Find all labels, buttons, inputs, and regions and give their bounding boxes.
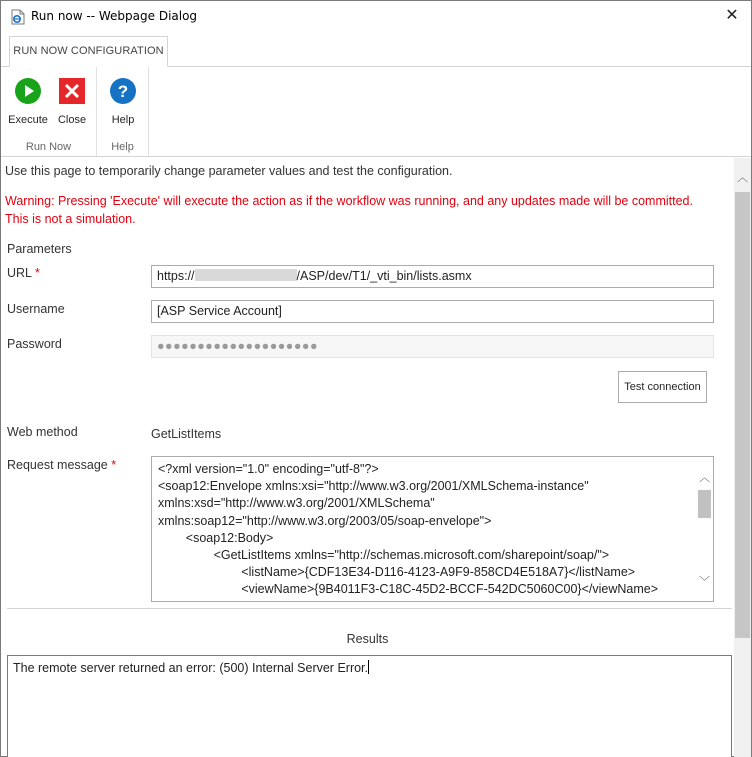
warning-line-1: Warning: Pressing 'Execute' will execute the action as if the workflow was running, and any updates made will be committed.: [5, 194, 693, 208]
request-message-text: <?xml version="1.0" encoding="utf-8"?> <soap12:Envelope xmlns:xsi="http://www.w3.org/2001/XMLSchema-instance" xmlns:xsd="http://www.w3.org/2001/XMLSchema" xmlns:soap12="http://www.w3.org/2003/05/soap-envelope"> <soap12:Body> <GetListItems xmlns="http://schemas.microsoft.com/sharepoint/soap/"> <listName>{CDF13E34-D116-4123-A9F9-858CD4E518A7}</listName> <viewName>{9B4011F3-C18C-45D2-BCCF-542DC5060C00}</viewName>: [158, 462, 658, 597]
chevron-up-icon[interactable]: ︿: [699, 472, 710, 484]
divider: [7, 608, 732, 609]
request-message-label: [7, 458, 116, 472]
results-text: The remote server returned an error: (500) Internal Server Error.: [13, 661, 369, 675]
results-output[interactable]: [7, 655, 732, 757]
play-icon: [14, 77, 42, 105]
svg-text:?: ?: [117, 82, 129, 101]
password-input[interactable]: ●●●●●●●●●●●●●●●●●●●●: [151, 335, 714, 358]
title-bar: [1, 1, 751, 32]
ribbon-group-label-help: Help: [111, 141, 134, 153]
test-connection-button[interactable]: Test connection: [618, 371, 707, 403]
username-input[interactable]: [ASP Service Account]: [151, 300, 714, 323]
required-marker: *: [111, 458, 117, 472]
url-input[interactable]: [151, 265, 714, 288]
url-label-text: URL: [7, 266, 32, 280]
execute-button[interactable]: [8, 77, 48, 126]
execute-label: Execute: [8, 114, 48, 126]
page-scrollbar[interactable]: [734, 158, 751, 757]
help-icon: [109, 77, 137, 105]
window-title: Run now -- Webpage Dialog: [31, 9, 198, 23]
results-heading: Results: [346, 632, 389, 646]
warning-text: [5, 192, 730, 228]
request-message-scrollbar[interactable]: [696, 457, 713, 601]
help-button[interactable]: [103, 77, 143, 126]
dialog-content: [1, 158, 734, 757]
url-label: [7, 266, 40, 280]
text-caret: [368, 660, 369, 674]
redacted-host: [195, 269, 297, 281]
intro-text: Use this page to temporarily change parameter values and test the configuration.: [5, 164, 453, 178]
url-value-prefix: https://: [157, 269, 195, 283]
close-label: Close: [57, 114, 87, 126]
ribbon: [1, 67, 751, 157]
window-close-button[interactable]: ✕: [725, 7, 739, 24]
tab-run-now-configuration[interactable]: RUN NOW CONFIGURATION: [9, 36, 168, 67]
parameters-heading: Parameters: [7, 242, 72, 256]
scroll-thumb[interactable]: [698, 490, 711, 518]
warning-line-2: This is not a simulation.: [5, 212, 136, 226]
close-button[interactable]: [52, 77, 92, 126]
help-label: Help: [111, 114, 135, 126]
request-message-label-text: Request message: [7, 458, 108, 472]
request-message-textarea[interactable]: [151, 456, 714, 602]
password-label: Password: [7, 337, 62, 351]
ie-page-icon: [11, 9, 25, 25]
ribbon-group-label-run-now: Run Now: [25, 141, 72, 153]
web-method-label: Web method: [7, 425, 78, 439]
url-value-suffix: /ASP/dev/T1/_vti_bin/lists.asmx: [296, 269, 472, 283]
required-marker: *: [35, 266, 40, 280]
chevron-up-icon[interactable]: ︿: [737, 172, 748, 184]
username-label: Username: [7, 302, 65, 316]
chevron-down-icon[interactable]: ﹀: [699, 576, 710, 588]
close-icon: [58, 77, 86, 105]
web-method-value: GetListItems: [151, 427, 222, 441]
page-scroll-thumb[interactable]: [735, 192, 750, 638]
ribbon-group-run-now: [1, 67, 97, 156]
ribbon-tab-strip: [1, 32, 751, 67]
ribbon-group-help: [97, 67, 149, 156]
